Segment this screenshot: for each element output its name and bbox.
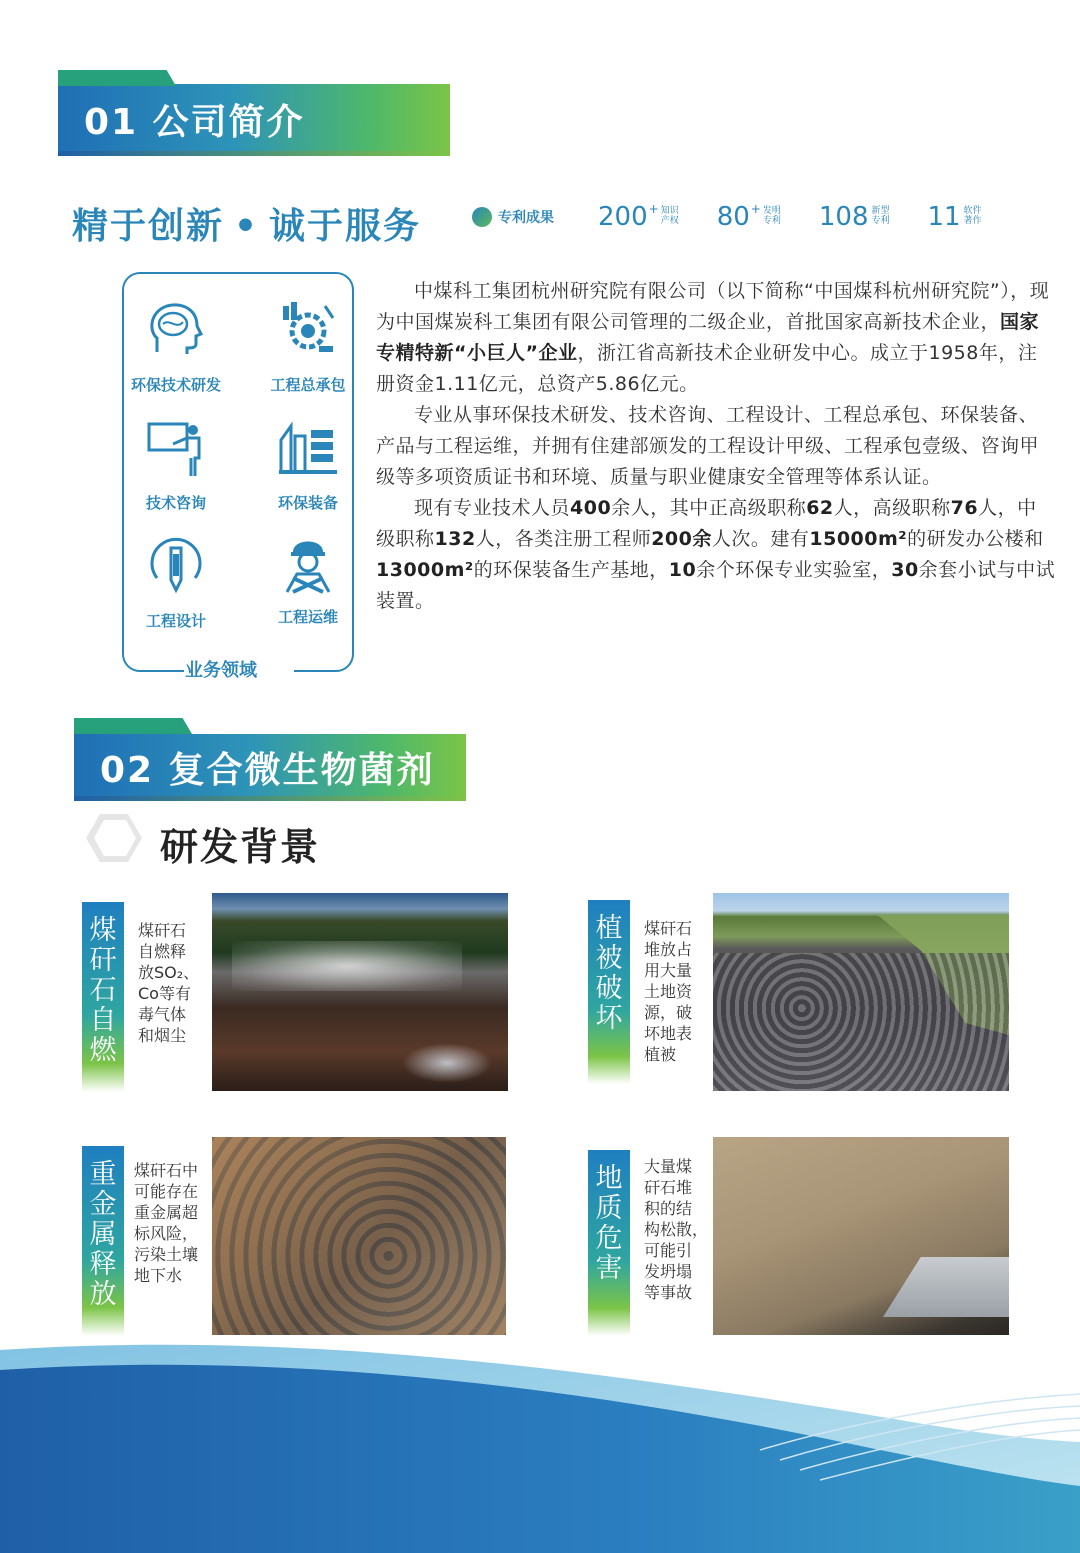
subheading: 研发背景 [160, 825, 321, 869]
intro-paragraph-2: 专业从事环保技术研发、技术咨询、工程设计、工程总承包、环保装备、产品与工程运维，并拥有住建部颁发的工程设计甲级、工程承包壹级、咨询甲级等多项资质证书和环境、质量与职业健康安全管理等体系认证。 [376, 404, 1040, 488]
section-2-title: 02 复合微生物菌剂 [100, 750, 435, 791]
issue-title: 煤 矸 石 自 燃 [82, 902, 124, 1092]
issue-title: 重 金 属 释 放 [82, 1146, 124, 1336]
stat-item [717, 202, 785, 232]
snow-patch [402, 1043, 492, 1083]
hexagon-icon [86, 812, 142, 864]
business-item [248, 416, 368, 513]
business-item [248, 530, 368, 627]
issue-description: 煤矸石中 可能存在 重金属超 标风险， 污染土壤 地下水 [134, 1161, 199, 1285]
wave-footer [0, 1330, 1080, 1553]
gangue-pile-photo [713, 893, 1009, 1091]
gear-chart-icon [275, 298, 341, 364]
slogan-dot: • [234, 206, 260, 247]
slogan-right: 诚于服务 [269, 206, 422, 247]
patent-stats [472, 202, 1020, 232]
patent-icon [472, 207, 492, 227]
stat-sup: + [750, 202, 761, 216]
contaminated-soil-photo [212, 1137, 506, 1335]
section-2-banner [74, 734, 466, 796]
smoke-cloud [232, 941, 462, 991]
section-1-title: 01 公司简介 [84, 102, 305, 143]
issue-description: 大量煤 矸石堆 积的结 构松散， 可能引 发坍塌 等事故 [644, 1157, 709, 1302]
business-item [116, 416, 236, 513]
business-item [116, 298, 236, 395]
business-item [116, 534, 236, 631]
patent-label-text: 专利成果 [498, 210, 554, 226]
business-item-label: 工程设计 [145, 612, 206, 630]
slogan-left: 精于创新 [72, 206, 225, 247]
section-1-banner [58, 84, 450, 156]
business-item [248, 298, 368, 395]
intro-paragraph-1: 中煤科工集团杭州研究院有限公司（以下简称“中国煤科杭州研究院”），现为中国煤炭科工集团有限公司管理的二级企业，首批国家高新技术企业，国家专精特新“小巨人”企业，浙江省高新技术企业研发中心。成立于1958年，注册资金1.11亿元，总资产5.86亿元。 [376, 280, 1050, 395]
stat-number: 80 [716, 202, 750, 232]
stat-sup: + [648, 202, 659, 216]
stat-number: 200 [598, 202, 648, 232]
rock-texture [212, 1137, 506, 1335]
slogan [72, 198, 421, 249]
stat-item [928, 202, 986, 232]
stat-label: 发明专利 [762, 206, 781, 226]
patent-label [472, 207, 554, 227]
engineer-icon [275, 530, 341, 596]
issue-title: 植 被 破 坏 [588, 900, 630, 1084]
business-item-label: 环保技术研发 [130, 376, 221, 394]
business-item-label: 环保装备 [277, 494, 338, 512]
banner-underline [74, 796, 466, 801]
banner-underline [58, 151, 450, 156]
business-item-label: 工程运维 [277, 608, 338, 626]
stat-number: 108 [818, 202, 869, 232]
smoke-photo [212, 893, 508, 1091]
intro-paragraph-3: 现有专业技术人员400余人，其中正高级职称62人，高级职称76人，中级职称132人，各类注册工程师200余人次。建有15000m²的研发办公楼和13000m²的环保装备生产基地，10余个环保专业实验室，30余套小试与中试装置。 [376, 497, 1056, 612]
brain-head-icon [143, 298, 209, 364]
stat-label: 新型专利 [871, 206, 890, 226]
factory-icon [275, 416, 341, 482]
issue-description: 煤矸石 堆放占 用大量 土地资 源，破 坏地表 植被 [644, 919, 693, 1064]
issue-title: 地 质 危 害 [588, 1150, 630, 1336]
presentation-icon [143, 416, 209, 482]
pencil-circle-icon [143, 534, 209, 600]
landslide-photo [713, 1137, 1009, 1335]
issue-description: 煤矸石 自燃释 放SO₂、 Co等有 毒气体 和烟尘 [138, 921, 200, 1045]
company-intro [376, 276, 1056, 617]
water-pool [883, 1257, 1009, 1317]
stat-label: 知识产权 [660, 206, 679, 226]
banner-tab [58, 70, 176, 86]
stat-number: 11 [927, 202, 961, 232]
business-item-label: 工程总承包 [270, 376, 346, 394]
business-item-label: 技术咨询 [145, 494, 206, 512]
stat-item [819, 202, 894, 232]
stat-item [598, 202, 683, 232]
rock-texture [713, 953, 1009, 1091]
banner-tab [74, 718, 192, 734]
stat-label: 软件著作 [963, 206, 982, 226]
business-area-label: 业务领域 [185, 660, 257, 681]
